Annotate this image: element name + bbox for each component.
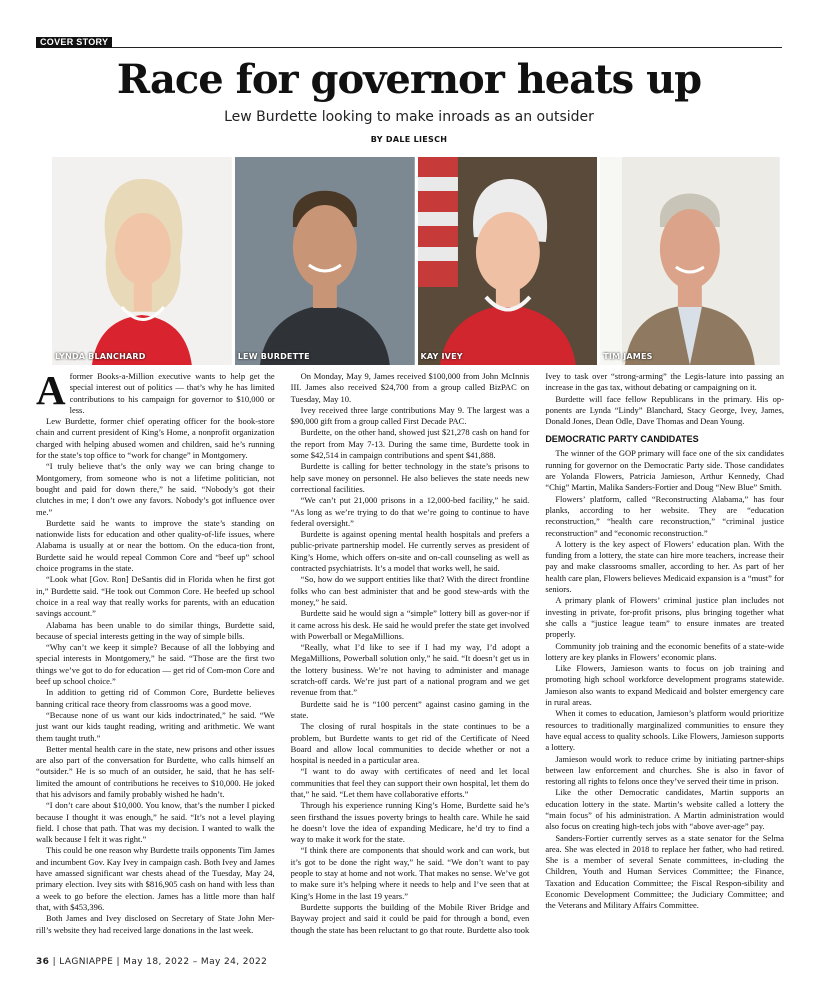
article-paragraph: “So, how do we support entities like that? With the direct frontline folks who can best administer that and be good stew-ards with the money,” he said.	[290, 574, 530, 607]
article-paragraph: The winner of the GOP primary will face one of the six candidates running for governor on the Democratic Party side. Those candidates are Yolanda Flowers, Patricia Jamieson, Arthur Kennedy, Chad “Chig” Martin, Malika Sanders-Fortier and Doug “New Blue” Smith.	[545, 448, 784, 493]
article-paragraph: Like Flowers, Jamieson wants to focus on job training and promoting high school workforce development programs statewide. Jamieson also wants to expand Medicaid and bolster emergency care in rural areas.	[545, 663, 784, 708]
article-paragraph: “Really, what I’d like to see if I had my way, I’d adopt a MegaMillions, Powerball solution only,” he said. “It doesn’t get us in the lottery business. We’re not having to administer and manage scratch-off cards. We’re just part of a national program and we get revenue from that.”	[290, 642, 530, 698]
article-paragraph: “I truly believe that’s the only way we can bring change to Montgomery, from someone who is not a lifetime politician, not bought and paid for down there,” he said. “Nobody’s got their clutches in me; I don’t owe any favors. Nobody’s got influence over me.”	[36, 461, 275, 517]
caption-james: TIM JAMES	[603, 352, 653, 361]
portrait-blanchard	[52, 157, 232, 365]
article-paragraph: “We can’t put 21,000 prisons in a 12,000-bed facility,” he said. “As long as we’re trying to do that we’re going to continue to have federal oversight.”	[290, 495, 530, 528]
article-paragraph: “I think there are components that should work and can work, but it’s got to be done the right way,” he said. “We don’t want to pay people to stay at home and not work. That makes no sense. We’ve got to make sure it’s helping where it needs to help and I’ve seen that at King’s Home in the last 19 years.”	[290, 845, 530, 901]
article-paragraph: Burdette will face fellow Republicans in the primary. His op-ponents are Lynda “Lindy” Blanchard, Stacy George, Ivey, James, Donald Jones, Dean Odle, Dave Thomas and Dean Young.	[545, 393, 784, 427]
section-label: COVER STORY	[36, 37, 112, 48]
caption-ivey: KAY IVEY	[420, 352, 463, 361]
footer-separator: |	[116, 957, 124, 967]
article-paragraph: In addition to getting rid of Common Core, Burdette believes banning critical race theory from classrooms was a good move.	[36, 687, 275, 709]
article-paragraph: Through his experience running King’s Home, Burdette said he’s seen firsthand the issues poverty brings to health care. While he said he doesn’t love the idea of expanding Medicare, he’d try to find a way to make it work for the state.	[290, 800, 530, 845]
article-paragraph: This could be one reason why Burdette trails opponents Tim James and incumbent Gov. Kay Ivey in campaign cash. Both Ivey and James have amassed significant war chests ahead of the Tuesday, May 24, primary election. Ivey sits with $816,905 cash on hand with less than a week to go before the election. James has a little more than half that, with $453,396.	[36, 845, 275, 912]
photo-lynda-blanchard	[52, 157, 232, 365]
article-paragraph: Burdette said he is “100 percent” against casino gaming in the state.	[290, 698, 530, 720]
article-paragraph: Like the other Democratic candidates, Martin supports an education lottery in the state. Martin’s website called a lottery the “main focus” of his administration. A Martin administration would also focus on creating high-tech jobs with “above aver-age” pay.	[545, 787, 784, 832]
subhead: DEMOCRATIC PARTY CANDIDATES	[545, 434, 699, 445]
portrait-james	[600, 157, 780, 365]
article-paragraph: Better mental health care in the state, new prisons and other issues are also part of the conversation for Burdette, who calls himself an “outsider.” He is so much of an outsider, he said, that he has self-limited the amount of contributions he receives to $10,000. He joked that his advisors and family probably wished he hadn’t.	[36, 743, 275, 799]
drop-cap: A	[36, 367, 66, 413]
article-paragraph: Flowers’ platform, called “Reconstructing Alabama,” has four planks, according to her website. They are “education reconstruction,” “health care reconstruction,” “criminal justice reconstruction” and “economic reconstruction.”	[545, 493, 784, 538]
photo-kay-ivey	[418, 157, 598, 365]
lead-text: former Books-a-Million executive wants to help get the special interest out of politics — that’s why he has limited contributions to his campaign for governor to $10,000 or less.	[69, 371, 275, 415]
article-paragraphs-democratic	[545, 448, 784, 911]
lead-paragraph	[36, 367, 275, 416]
article-paragraph: “Why can’t we keep it simple? Because of all the lobbying and special interests in Montgomery,” he said. “Those are the first two things we’ve got to do for education — get rid of Com-mon Core and beef up school choice.”	[36, 642, 275, 687]
article-paragraph: Lew Burdette, former chief operating officer for the book-store chain and current president of King’s Home, a nonprofit organization charged with helping abused women and children, said he’s running for the state’s top office to “work for change” in Montgomery.	[36, 416, 275, 461]
article-paragraph: A lottery is the key aspect of Flowers’ education plan. With the funding from a lottery, the state can hire more teachers, increase their pay and make classrooms smaller, according to her. As part of her health care plan, Flowers believes Medicaid expansion is a “must” for seniors.	[545, 538, 784, 595]
article-body	[36, 367, 784, 941]
article-paragraph: “I don’t care about $10,000. You know, that’s the number I picked because I thought it was enough,” he said. “It’s not a level playing field. I chose that path. That was my decision. I wanted to walk the walk because I felt it was right.”	[36, 800, 275, 845]
article-paragraph: A primary plank of Flowers’ criminal justice plan includes not investing in private, for-profit prisons, plus bringing together what she calls a “justice league team” to ensure inmates are treated properly.	[545, 595, 784, 640]
article-paragraph: Jamieson would work to reduce crime by initiating partner-ships between law enforcement and churches. She is also in favor of restoring all rights to felons once they’ve served their time in prison.	[545, 753, 784, 787]
publication-name: LAGNIAPPE	[59, 957, 114, 967]
article-paragraph: Burdette is calling for better technology in the state’s prisons to help save money on personnel. He also believes the state needs new correctional facilities.	[290, 461, 530, 494]
article-paragraph: Burdette, on the other hand, showed just $21,278 cash on hand for the report from May 7-13. During the same time, Burdette took in some $42,514 in campaign contributions and spent $41,888.	[290, 427, 530, 461]
article-paragraph: Burdette said he would sign a “simple” lottery bill as gover-nor if it came across his desk. He said he would prefer the state get involved with Powerball or MegaMillions.	[290, 608, 530, 641]
article-paragraph: Ivey received three large contributions May 9. The largest was a $90,000 gift from a group called First Decade PAC.	[290, 404, 530, 427]
article-paragraph: Community job training and the economic benefits of a state-wide lottery are key planks in Flowers’ economic plans.	[545, 640, 784, 662]
article-paragraph: On Monday, May 9, James received $100,000 from John McInnis III. James also received $24,700 from a group called BizPAC on Tuesday, May 10.	[290, 371, 530, 404]
caption-blanchard: LYNDA BLANCHARD	[55, 352, 146, 361]
article-paragraph: When it comes to education, Jamieson’s platform would prioritize resources to traditionally marginalized communities to ensure they have equal access to quality schools. Like Flowers, Jamieson supports a lottery.	[545, 708, 784, 753]
candidate-photos	[52, 157, 780, 365]
caption-burdette: LEW BURDETTE	[237, 352, 310, 361]
footer-separator: |	[52, 957, 60, 967]
top-rule	[36, 47, 782, 48]
page-footer	[36, 956, 267, 968]
issue-dates: May 18, 2022 – May 24, 2022	[123, 957, 268, 967]
article-paragraph: Alabama has been unable to do similar things, Burdette said, because of special interests getting in the way of simple bills.	[36, 619, 275, 641]
article-paragraph: “I want to do away with certificates of need and let local communities that feel they can support their own hospital, let them do that,” he said. “Let them have collaborative efforts.”	[290, 766, 530, 799]
byline: BY DALE LIESCH	[370, 135, 448, 144]
page-number: 36	[36, 957, 50, 967]
article-paragraph: The closing of rural hospitals in the state continues to be a problem, but Burdette wants to get rid of the Certificate of Need Board and allow local communities to decide whether or not a hospital is needed in a particular area.	[290, 721, 530, 766]
article-paragraph: Burdette supports the building of the Mobile River Bridge and Bayway project and said it could be paid for through a bond, even though the state has been reluctant to go that route. Burdette also took Ivey to task over “strong-arming” the Legis-lature into passing an increase in the gas tax, without debating or campaigning on it.	[290, 371, 784, 935]
article-paragraph: Both James and Ivey disclosed on Secretary of State John Mer-rill’s website they had received large donations in the last week.	[36, 913, 275, 935]
article-paragraph: Burdette is against opening mental health hospitals and prefers a public-private partnership model. He currently serves as president of King’s Home, which offers on-site and on-call counseling as well as contracted psychiatrists. It’s a model that works well, he said.	[290, 529, 530, 574]
photo-lew-burdette	[235, 157, 415, 365]
portrait-ivey	[418, 157, 598, 365]
photo-tim-james	[600, 157, 780, 365]
portrait-burdette	[235, 157, 415, 365]
article-paragraph: Sanders-Fortier currently serves as a state senator for the Selma area. She was elected in 2018 to replace her father, who had retired. She is a member of several Senate committees, in-cluding the Children, Youth and Human Services Committee; the Finance, Taxation and Education Committee; the Fiscal Respon-sibility and Economic Development Committee; the Judiciary Committee; and the Veterans and Military Affairs Committee.	[545, 832, 784, 911]
article-paragraph: “Because none of us want our kids indoctrinated,” he said. “We just want our kids taught reading, writing and arithmetic. We want them taught truth.”	[36, 709, 275, 743]
headline: Race for governor heats up	[116, 56, 702, 103]
article-paragraph: Burdette said he wants to improve the state’s standing on nationwide lists for education and other quality-of-life issues, where Alabama is usually at or near the bottom. On the educa-tion front, Burdette said he would repeal Common Core and “beef up” school choice programs in the state.	[36, 517, 275, 574]
deck: Lew Burdette looking to make inroads as an outsider	[224, 109, 594, 125]
article-paragraph: “Look what [Gov. Ron] DeSantis did in Florida when he first got in,” Burdette said. “He took out Common Core. He beefed up school choice in a real way that really works for parents, with an education savings account.”	[36, 574, 275, 619]
